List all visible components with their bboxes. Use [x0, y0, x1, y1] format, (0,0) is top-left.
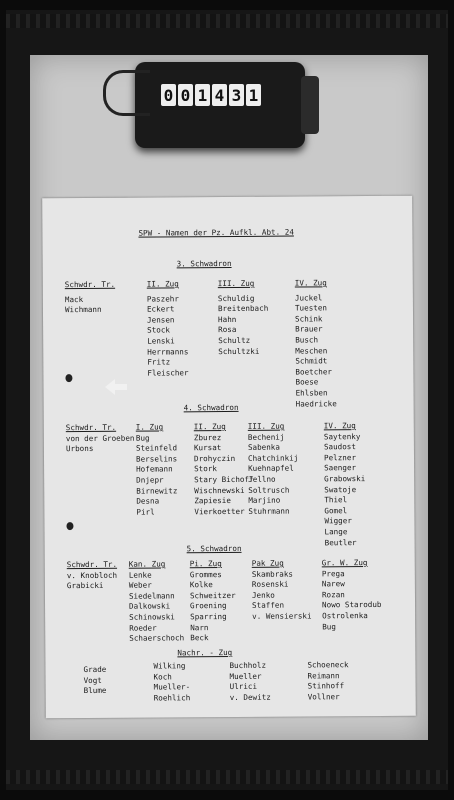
name-entry: Boese	[295, 377, 319, 387]
s4-col-3	[248, 422, 299, 518]
name-entry: Ostrolenka	[322, 611, 368, 621]
name-entry: Mack	[64, 294, 84, 304]
section-title-nachr: Nachr. - Zug	[177, 647, 233, 658]
name-entry: Brauer	[295, 324, 323, 334]
name-entry: Pelzner	[323, 452, 357, 463]
name-entry: Stock	[147, 325, 171, 335]
name-entry: Pirl	[136, 507, 155, 517]
name-entry: Ehlsben	[295, 388, 328, 398]
name-entry: Saudost	[323, 442, 356, 452]
name-entry: Mueller	[229, 671, 262, 681]
name-entry: Schinowski	[129, 612, 175, 622]
name-entry: Eckert	[146, 304, 175, 314]
name-entry: Birnewitz	[136, 485, 178, 496]
name-entry: Bechenij	[247, 432, 285, 442]
name-entry: Stork	[194, 464, 217, 474]
name-entry: Grade	[83, 664, 107, 675]
name-entry: Steinfeld	[135, 443, 178, 453]
section-title-4: 4. Schwadron	[183, 402, 239, 413]
s3-col-stab	[65, 280, 116, 316]
name-entry: Schweitzer	[189, 590, 236, 601]
name-entry: Roeder	[129, 623, 157, 633]
name-entry: Saytenky	[323, 431, 361, 441]
name-entry: Urbons	[65, 444, 94, 454]
s4-col-4	[324, 421, 366, 548]
name-entry: Wischnewski	[194, 485, 245, 495]
s3-col-3	[218, 279, 269, 358]
name-entry: Rosenski	[251, 579, 289, 590]
column-header: Schwdr. Tr.	[65, 422, 117, 433]
film-edge-bottom	[6, 770, 448, 784]
name-entry: Herrmanns	[147, 346, 189, 357]
column-header: III. Zug	[217, 278, 255, 289]
name-entry: Zburez	[193, 432, 222, 442]
counter-cable	[103, 70, 150, 116]
name-entry: Schultzki	[218, 346, 260, 356]
name-entry: Wilking	[153, 661, 186, 671]
column-header: Schwdr. Tr.	[66, 559, 118, 570]
s5-col-stab	[67, 560, 118, 592]
punch-hole	[65, 374, 72, 382]
name-entry: Vierkoetter	[194, 506, 245, 516]
name-entry: Prega	[321, 568, 345, 578]
name-entry: Schultz	[218, 335, 251, 346]
name-entry: von der Groeben	[65, 433, 135, 443]
name-entry: Dalkowski	[129, 601, 171, 612]
counter-knob	[301, 76, 319, 134]
name-entry: Jellno	[248, 474, 276, 484]
name-entry: Roehlich	[153, 693, 191, 703]
name-entry: Bug	[135, 433, 150, 443]
name-entry: Drohyczin	[193, 453, 236, 464]
name-entry: Swatoje	[324, 484, 357, 494]
s5-col-grw	[322, 558, 382, 633]
column-header: Pi. Zug	[189, 559, 222, 569]
name-entry: Beutler	[324, 537, 357, 547]
name-entry: Schmidt	[295, 356, 328, 366]
name-entry: Fleischer	[147, 368, 189, 378]
name-entry: Reimann	[307, 670, 340, 681]
name-entry: Blume	[83, 686, 107, 696]
name-entry: Staffen	[252, 600, 285, 611]
name-entry: Stinhoff	[307, 681, 345, 691]
name-entry: Breitenbach	[217, 303, 269, 314]
name-entry: Fritz	[147, 357, 171, 367]
column-header: I. Zug	[135, 422, 164, 432]
name-entry: Stary Bichoff	[194, 474, 254, 485]
nachr-col-4	[307, 660, 348, 703]
name-entry: Schuldig	[217, 293, 255, 303]
name-entry: Narew	[321, 579, 345, 589]
name-entry: Beck	[190, 633, 209, 643]
name-entry: Weber	[128, 580, 152, 590]
name-entry: Wichmann	[64, 305, 102, 315]
name-entry: Hahn	[218, 314, 237, 324]
counter-digit: 1	[195, 84, 210, 106]
frame-counter	[135, 62, 305, 148]
name-entry: Lange	[324, 527, 348, 537]
name-entry: Marjino	[248, 495, 281, 506]
column-header: II. Zug	[146, 279, 179, 289]
column-header: Kan. Zug	[128, 559, 166, 569]
s4-col-stab	[66, 423, 135, 455]
counter-digit: 4	[212, 84, 227, 106]
column-header: Pak Zug	[251, 558, 284, 568]
name-entry: Skambraks	[251, 569, 294, 579]
name-entry: Schaerschoch	[129, 633, 185, 643]
column-header: Gr. W. Zug	[321, 558, 368, 568]
name-entry: Meschen	[295, 345, 328, 356]
name-entry: Grommes	[189, 569, 222, 579]
name-entry: Buchholz	[229, 660, 267, 671]
document-page	[42, 196, 416, 719]
name-entry: Dnjepr	[136, 475, 164, 485]
name-entry: Vollner	[307, 692, 340, 702]
nachr-col-3	[229, 661, 270, 704]
name-entry: Schoeneck	[307, 660, 349, 670]
counter-digit: 1	[246, 84, 261, 106]
name-entry: Sparring	[190, 611, 227, 622]
name-entry: Hofemann	[136, 464, 173, 475]
counter-digit: 0	[178, 84, 193, 106]
counter-digit: 0	[161, 84, 176, 106]
column-header: II. Zug	[193, 422, 226, 432]
name-entry: Lenski	[147, 336, 175, 346]
name-entry: Gomel	[324, 505, 348, 516]
name-entry: Busch	[295, 335, 319, 345]
name-entry: Saenger	[324, 463, 357, 473]
s4-col-2	[194, 422, 254, 518]
film-edge-top	[6, 14, 448, 28]
name-entry: Wigger	[324, 516, 352, 526]
name-entry: Juckel	[294, 292, 323, 303]
name-entry: Grabicki	[66, 581, 104, 591]
name-entry: Siedelmann	[128, 591, 175, 601]
name-entry: v. Dewitz	[229, 692, 271, 702]
name-entry: Kuehnapfel	[248, 463, 294, 474]
name-entry: Ulrici	[229, 681, 258, 692]
name-entry: Paszehr	[146, 293, 179, 304]
name-entry: Sabenka	[247, 442, 280, 453]
column-header: IV. Zug	[294, 278, 327, 288]
column-header: IV. Zug	[323, 421, 356, 431]
s3-col-4	[295, 278, 337, 409]
counter-digit: 3	[229, 84, 244, 106]
arrow-pointer-icon	[103, 377, 129, 397]
name-entry: v. Knobloch	[66, 570, 118, 580]
s4-col-1	[136, 422, 178, 518]
name-entry: Kursat	[193, 443, 222, 453]
document-title: SPW - Namen der Pz. Aufkl. Abt. 24	[138, 227, 294, 238]
s3-col-2	[147, 279, 189, 379]
name-entry: Boetcher	[295, 367, 333, 377]
punch-hole	[66, 522, 73, 530]
name-entry: Vogt	[83, 675, 102, 685]
name-entry: Jensen	[147, 315, 175, 325]
name-entry: Groening	[190, 601, 227, 611]
name-entry: Thiel	[324, 495, 348, 505]
name-entry: Jenko	[251, 590, 275, 600]
name-entry: Lenke	[128, 570, 152, 580]
name-entry: v. Wensierski	[252, 611, 312, 621]
s5-col-pak	[252, 558, 312, 622]
s5-col-pi	[190, 559, 236, 644]
name-entry: Nowo Starodub	[322, 600, 382, 610]
name-entry: Haedricke	[295, 398, 337, 409]
nachr-col-1	[83, 665, 106, 697]
name-entry: Grabowski	[324, 474, 366, 484]
name-entry: Schink	[295, 314, 323, 324]
name-entry: Stuhrmann	[248, 506, 290, 516]
column-header: Schwdr. Tr.	[64, 279, 116, 290]
name-entry: Zapiesie	[194, 496, 231, 506]
section-title-5: 5. Schwadron	[186, 543, 242, 554]
section-title-3: 3. Schwadron	[176, 258, 232, 269]
name-entry: Koch	[153, 671, 172, 682]
name-entry: Mueller-	[153, 682, 191, 692]
name-entry: Narn	[190, 622, 209, 632]
nachr-col-2	[153, 661, 190, 704]
column-header: III. Zug	[247, 421, 285, 431]
name-entry: Chatchinkij	[247, 453, 299, 463]
name-entry: Tuesten	[294, 303, 328, 313]
name-entry: Rosa	[218, 325, 237, 335]
name-entry: Soltrusch	[248, 485, 290, 495]
name-entry: Berselins	[135, 454, 178, 464]
name-entry: Rozan	[321, 589, 345, 600]
name-entry: Kolke	[189, 580, 213, 590]
name-entry: Desna	[136, 496, 160, 506]
counter-digits	[161, 84, 261, 106]
s5-col-kan	[129, 559, 184, 644]
name-entry: Bug	[322, 621, 336, 631]
